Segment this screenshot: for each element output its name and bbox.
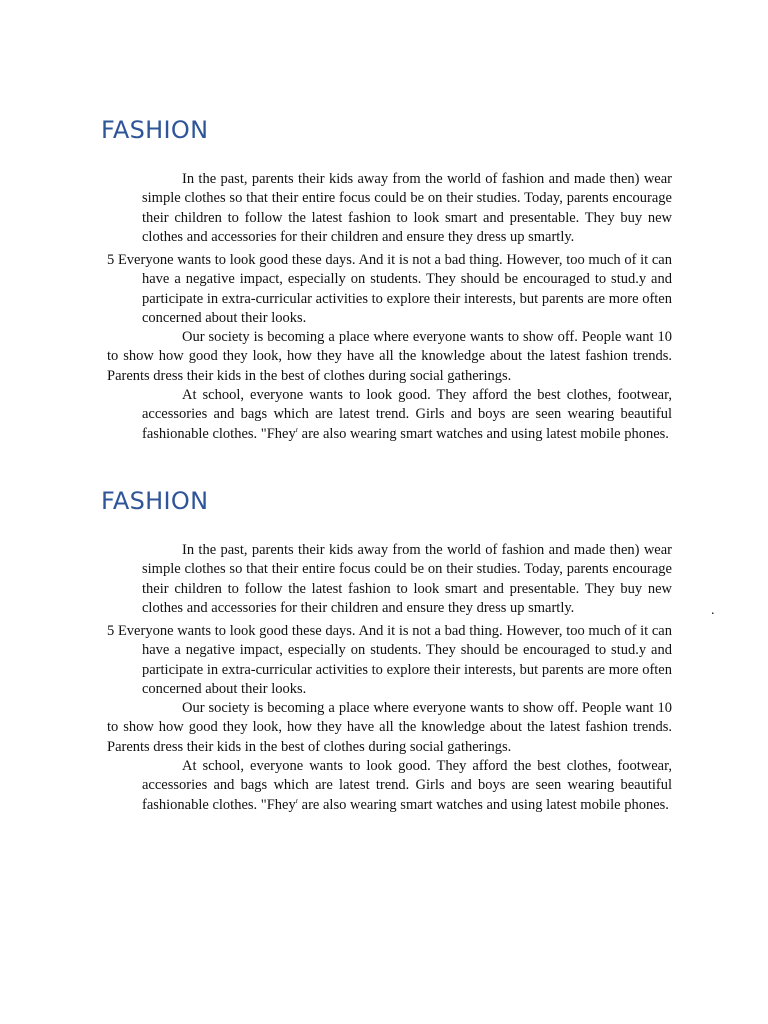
stray-dot-mark: . <box>711 603 715 618</box>
paragraph-2: 5 Everyone wants to look good these days. And it is not a bad thing. However, too much of it can have a negative impact, especially on students. They should be encouraged to stud.y and participate in extra-curricular activities to explore their interests, but parents are more often concerned about their looks. <box>107 252 672 327</box>
paragraph-4 <box>142 386 672 444</box>
paragraph-1: In the past, parents their kids away from the world of fashion and made then) wear simple clothes so that their entire focus could be on their studies. Today, parents encourage their children to follow the latest fashion to look smart and presentable. They buy new clothes and accessories for their children and ensure they dress up smartly. <box>142 542 672 617</box>
paragraph-2: 5 Everyone wants to look good these days. And it is not a bad thing. However, too much of it can have a negative impact, especially on students. They should be encouraged to stud.y and participate in extra-curricular activities to explore their interests, but parents are more often concerned about their looks. <box>107 623 672 698</box>
paragraph-4-text-a: At school, everyone wants to look good. They afford the best clothes, footwear, accessories and bags which are latest trend. Girls and boys are seen wearing beautiful fashionable clothes. "Fhey <box>142 758 672 813</box>
paragraph-3: Our society is becoming a place where everyone wants to show off. People want 10 to show how good they look, how they have all the knowledge about the latest fashion trends. Parents dress their kids in the best of clothes during social gatherings. <box>107 329 672 384</box>
section-heading: FASHION <box>101 116 209 144</box>
paragraph-4-text-b: are also wearing smart watches and using latest mobile phones. <box>298 796 669 813</box>
superscript-mark: r <box>295 796 299 805</box>
paragraph-1: In the past, parents their kids away from the world of fashion and made then) wear simple clothes so that their entire focus could be on their studies. Today, parents encourage their children to follow the latest fashion to look smart and presentable. They buy new clothes and accessories for their children and ensure they dress up smartly. <box>142 171 672 246</box>
section-heading: FASHION <box>101 487 209 515</box>
paragraph-3: Our society is becoming a place where everyone wants to show off. People want 10 to show how good they look, how they have all the knowledge about the latest fashion trends. Parents dress their kids in the best of clothes during social gatherings. <box>107 700 672 755</box>
paragraph-4 <box>142 757 672 815</box>
paragraph-4-text-b: are also wearing smart watches and using latest mobile phones. <box>298 425 669 442</box>
superscript-mark: r <box>295 425 299 434</box>
paragraph-4-text-a: At school, everyone wants to look good. They afford the best clothes, footwear, accessories and bags which are latest trend. Girls and boys are seen wearing beautiful fashionable clothes. "Fhey <box>142 387 672 442</box>
